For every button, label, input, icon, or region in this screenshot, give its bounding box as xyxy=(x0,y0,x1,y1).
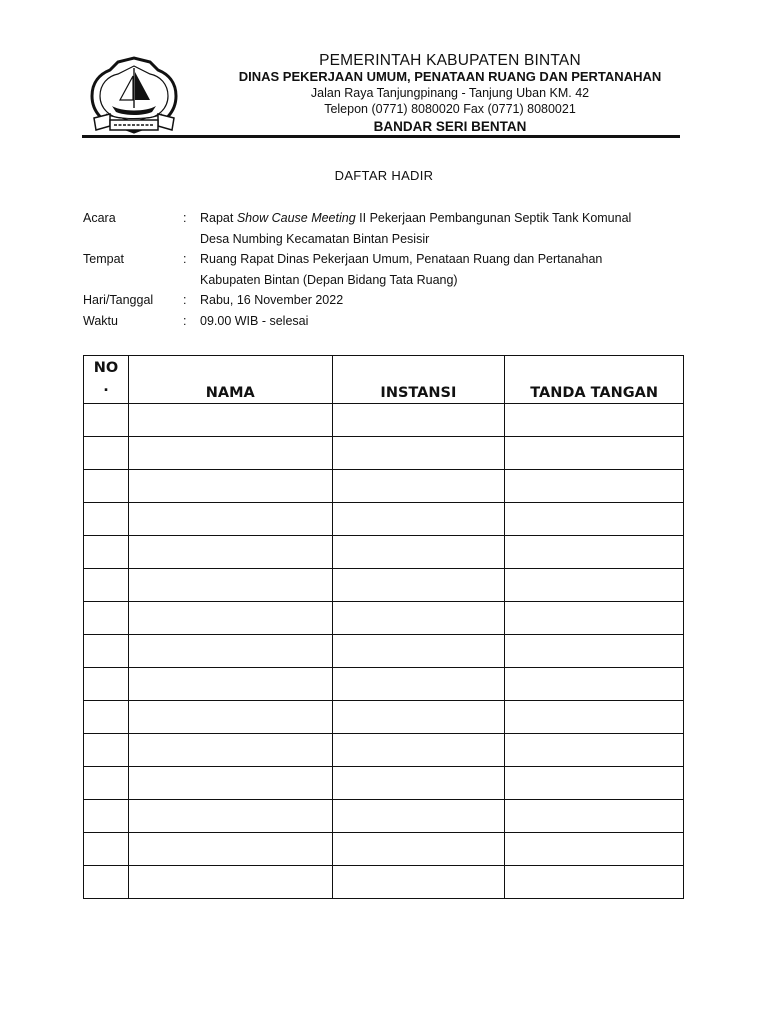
attendance-table xyxy=(83,355,684,899)
info-label: Hari/Tanggal xyxy=(83,293,154,307)
cell-tanda-tangan xyxy=(505,635,684,668)
agency-name: DINAS PEKERJAAN UMUM, PENATAAN RUANG DAN PERTANAHAN xyxy=(238,69,662,84)
table-row xyxy=(84,833,684,866)
cell-instansi xyxy=(332,866,505,899)
acara-emphasis: Show Cause Meeting xyxy=(236,211,356,225)
table-row xyxy=(84,404,684,437)
cell-instansi xyxy=(332,668,505,701)
cell-no xyxy=(84,767,129,800)
table-header-row xyxy=(84,356,684,404)
info-value: 09.00 WIB - selesai xyxy=(200,313,309,328)
cell-instansi xyxy=(332,833,505,866)
cell-no xyxy=(84,569,129,602)
agency-phone: Telepon (0771) 8080020 Fax (0771) 8080021 xyxy=(324,102,576,116)
table-row xyxy=(84,668,684,701)
attendance-body xyxy=(84,404,684,899)
cell-nama xyxy=(128,404,332,437)
cell-no xyxy=(84,800,129,833)
agency-city: BANDAR SERI BENTAN xyxy=(373,119,527,134)
cell-instansi xyxy=(332,800,505,833)
acara-text: Desa Numbing Kecamatan Bintan Pesisir xyxy=(200,231,430,246)
info-colon: : xyxy=(183,313,187,328)
cell-nama xyxy=(128,833,332,866)
agency-address: Jalan Raya Tanjungpinang - Tanjung Uban KM. 42 xyxy=(310,86,590,100)
info-value: Rabu, 16 November 2022 xyxy=(200,293,344,307)
info-label: Waktu xyxy=(83,313,118,328)
header-nama: NAMA xyxy=(128,356,332,404)
table-row xyxy=(84,602,684,635)
table-row xyxy=(84,635,684,668)
cell-no xyxy=(84,470,129,503)
table-row xyxy=(84,470,684,503)
cell-no xyxy=(84,437,129,470)
info-value xyxy=(200,208,703,249)
cell-nama xyxy=(128,470,332,503)
cell-nama xyxy=(128,866,332,899)
cell-instansi xyxy=(332,437,505,470)
cell-nama xyxy=(128,800,332,833)
cell-no xyxy=(84,734,129,767)
cell-tanda-tangan xyxy=(505,767,684,800)
cell-tanda-tangan xyxy=(505,866,684,899)
cell-tanda-tangan xyxy=(505,602,684,635)
cell-no xyxy=(84,602,129,635)
cell-tanda-tangan xyxy=(505,404,684,437)
letterhead xyxy=(190,52,710,136)
header-tanda-tangan: TANDA TANGAN xyxy=(505,356,684,404)
cell-nama xyxy=(128,569,332,602)
event-info xyxy=(83,208,703,331)
cell-tanda-tangan xyxy=(505,437,684,470)
cell-instansi xyxy=(332,569,505,602)
cell-no xyxy=(84,503,129,536)
tempat-text: Ruang Rapat Dinas Pekerjaan Umum, Penataan Ruang dan Pertanahan xyxy=(200,252,603,266)
cell-no xyxy=(84,404,129,437)
info-colon: : xyxy=(183,211,187,225)
cell-instansi xyxy=(332,470,505,503)
tempat-text: Kabupaten Bintan (Depan Bidang Tata Ruang) xyxy=(200,272,458,287)
info-row-waktu xyxy=(83,311,703,332)
table-row xyxy=(84,866,684,899)
cell-nama xyxy=(128,701,332,734)
info-colon: : xyxy=(183,293,187,307)
cell-tanda-tangan xyxy=(505,470,684,503)
letterhead-rule xyxy=(82,135,680,138)
cell-instansi xyxy=(332,503,505,536)
cell-nama xyxy=(128,734,332,767)
info-value xyxy=(200,249,703,290)
header-instansi: INSTANSI xyxy=(332,356,505,404)
cell-no xyxy=(84,833,129,866)
info-row-tempat xyxy=(83,249,703,290)
table-row xyxy=(84,800,684,833)
cell-no xyxy=(84,635,129,668)
cell-tanda-tangan xyxy=(505,668,684,701)
cell-nama xyxy=(128,437,332,470)
header-no xyxy=(84,356,129,404)
acara-text: II Pekerjaan Pembangunan Septik Tank Komunal xyxy=(355,211,632,225)
cell-instansi xyxy=(332,734,505,767)
cell-tanda-tangan xyxy=(505,536,684,569)
info-label: Tempat xyxy=(83,252,124,266)
cell-instansi xyxy=(332,404,505,437)
cell-tanda-tangan xyxy=(505,734,684,767)
cell-tanda-tangan xyxy=(505,569,684,602)
cell-tanda-tangan xyxy=(505,833,684,866)
kabupaten-bintan-emblem-icon xyxy=(88,52,180,138)
cell-nama xyxy=(128,668,332,701)
cell-instansi xyxy=(332,536,505,569)
cell-nama xyxy=(128,635,332,668)
table-row xyxy=(84,503,684,536)
cell-nama xyxy=(128,503,332,536)
info-row-acara xyxy=(83,208,703,249)
cell-instansi xyxy=(332,602,505,635)
cell-instansi xyxy=(332,701,505,734)
table-row xyxy=(84,437,684,470)
table-row xyxy=(84,734,684,767)
cell-no xyxy=(84,536,129,569)
header-no-dot: . xyxy=(103,379,109,395)
cell-no xyxy=(84,668,129,701)
cell-no xyxy=(84,701,129,734)
cell-nama xyxy=(128,767,332,800)
document-title: DAFTAR HADIR xyxy=(334,168,434,183)
cell-instansi xyxy=(332,767,505,800)
table-row xyxy=(84,536,684,569)
table-row xyxy=(84,569,684,602)
cell-tanda-tangan xyxy=(505,800,684,833)
cell-tanda-tangan xyxy=(505,503,684,536)
cell-nama xyxy=(128,536,332,569)
cell-tanda-tangan xyxy=(505,701,684,734)
acara-text: Rapat xyxy=(200,211,237,225)
info-colon: : xyxy=(183,252,187,266)
info-label: Acara xyxy=(83,211,116,225)
info-row-hari xyxy=(83,290,703,311)
government-name: PEMERINTAH KABUPATEN BINTAN xyxy=(319,52,581,69)
cell-nama xyxy=(128,602,332,635)
header-no-text: NO xyxy=(93,360,119,376)
cell-instansi xyxy=(332,635,505,668)
table-row xyxy=(84,767,684,800)
table-row xyxy=(84,701,684,734)
cell-no xyxy=(84,866,129,899)
